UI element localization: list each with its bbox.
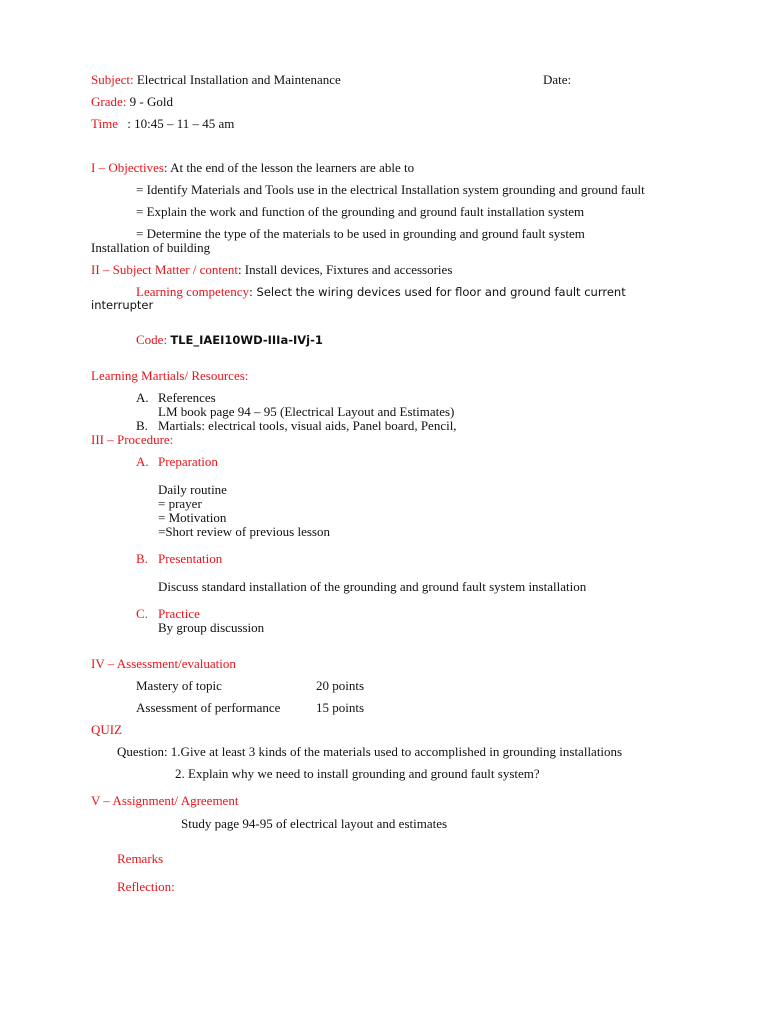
code-label: Code: (136, 332, 168, 347)
procedure-c-title: Practice (158, 606, 200, 621)
assessment-item: Assessment of performance (136, 700, 281, 715)
grade-value: 9 - Gold (129, 94, 173, 109)
resource-b-marker: B. (136, 418, 148, 433)
resource-a-sub: LM book page 94 – 95 (Electrical Layout and Estimates) (158, 404, 455, 419)
assessment-label: IV – Assessment/evaluation (91, 656, 236, 671)
objective-item: = Determine the type of the materials to be used in grounding and ground fault system (136, 226, 585, 241)
procedure-c-text: By group discussion (158, 620, 265, 635)
resource-b-text: Martials: electrical tools, visual aids, Panel board, Pencil, (158, 418, 457, 433)
resource-a-text: References (158, 390, 216, 405)
assessment-points: 15 points (316, 700, 365, 715)
grade-label: Grade: (91, 94, 127, 109)
quiz-label: QUIZ (91, 722, 123, 737)
subject-matter-value: : Install devices, Fixtures and accessories (237, 262, 453, 277)
competency-continuation: interrupter (91, 298, 154, 312)
time-value: : 10:45 – 11 – 45 am (127, 116, 235, 131)
procedure-a-marker: A. (136, 454, 149, 469)
resources-label: Learning Martials/ Resources: (91, 368, 249, 383)
procedure-a-line: = Motivation (158, 510, 227, 525)
procedure-b-marker: B. (136, 551, 148, 566)
resource-a-marker: A. (136, 390, 149, 405)
competency-text: : Select the wiring devices used for floor and ground fault current (248, 285, 626, 299)
quiz-question-2: 2. Explain why we need to install grounding and ground fault system? (175, 766, 540, 781)
subject-label: Subject: (91, 72, 134, 87)
procedure-a-line: = prayer (158, 496, 202, 511)
procedure-b-title: Presentation (158, 551, 223, 566)
time-label: Time (91, 116, 118, 131)
competency-label: Learning competency (136, 284, 249, 299)
procedure-a-line: =Short review of previous lesson (158, 524, 330, 539)
remarks-label: Remarks (117, 851, 164, 866)
code-line (136, 332, 323, 348)
grade-line (91, 94, 173, 109)
objective-continuation: Installation of building (91, 240, 211, 255)
subject-matter-line (91, 262, 452, 277)
objective-item: = Identify Materials and Tools use in the electrical Installation system grounding and ground fault (136, 182, 645, 197)
quiz-question-1: Question: 1.Give at least 3 kinds of the materials used to accomplished in grounding installations (117, 744, 623, 759)
code-value: TLE_IAEI10WD-IIIa-IVj-1 (170, 333, 323, 347)
date-label: Date: (543, 72, 572, 87)
subject-line (91, 72, 341, 87)
assignment-label: V – Assignment/ Agreement (91, 793, 239, 808)
objectives-line (91, 160, 414, 175)
procedure-label: III – Procedure: (91, 432, 174, 447)
subject-matter-label: II – Subject Matter / content (91, 262, 238, 277)
assessment-item: Mastery of topic (136, 678, 222, 693)
time-line (91, 116, 234, 131)
assessment-points: 20 points (316, 678, 365, 693)
assignment-text: Study page 94-95 of electrical layout and estimates (181, 816, 448, 831)
subject-value: Electrical Installation and Maintenance (136, 72, 341, 87)
objectives-label: I – Objectives (91, 160, 164, 175)
objectives-intro: : At the end of the lesson the learners are able to (163, 160, 415, 175)
reflection-label: Reflection: (117, 879, 175, 894)
procedure-a-line: Daily routine (158, 482, 227, 497)
procedure-c-marker: C. (136, 606, 148, 621)
procedure-a-title: Preparation (158, 454, 218, 469)
competency-line (136, 284, 626, 300)
procedure-b-text: Discuss standard installation of the grounding and ground fault system installation (158, 579, 587, 594)
objective-item: = Explain the work and function of the grounding and ground fault installation system (136, 204, 585, 219)
